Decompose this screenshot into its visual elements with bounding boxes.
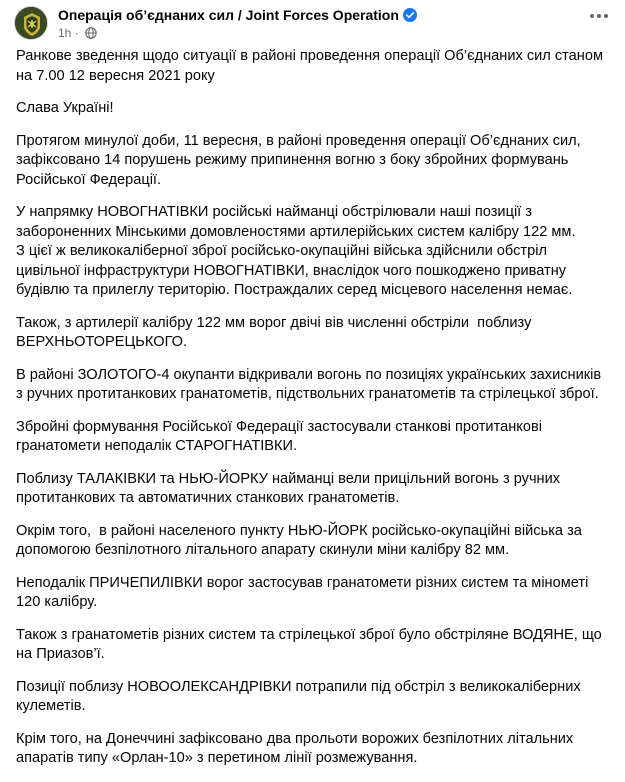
- post-paragraph: Ранкове зведення щодо ситуації в районі проведення операції Об’єднаних сил станом на 7.00 12 вересня 2021 року: [16, 48, 603, 84]
- joint-forces-emblem-icon: [15, 7, 48, 40]
- post-paragraph: Слава Україні!: [16, 100, 114, 116]
- post-timestamp[interactable]: 1h: [58, 26, 72, 40]
- post-paragraph: В районі ЗОЛОТОГО-4 окупанти відкривали вогонь по позиціях українських захисників з ручних протитанкових гранатометів, підствольних гранатометів та стрілецької зброї.: [16, 366, 602, 402]
- page-name-link[interactable]: [58, 7, 417, 23]
- post-paragraph: Позиції поблизу НОВООЛЕКСАНДРІВКИ потрапили під обстріл з великокаліберних кулеметів.: [16, 678, 581, 714]
- meta-separator: ·: [74, 26, 79, 40]
- post-paragraph: Протягом минулої доби, 11 вересня, в районі проведення операції Об’єднаних сил, зафіксовано 14 порушень режиму припинення вогню з боку збройних формувань Російської Федерації.: [16, 132, 581, 188]
- more-options-button[interactable]: [587, 8, 611, 28]
- post-header: [14, 4, 611, 40]
- post-paragraph: Крім того, на Донеччині зафіксовано два прольоти ворожих безпілотних літальних апаратів типу «Орлан-10» з перетином лінії розмежування.: [16, 730, 574, 766]
- post-meta: [58, 26, 97, 40]
- verified-badge-icon: [403, 8, 417, 22]
- post-paragraph: Окрім того, в районі населеного пункту НЬЮ-ЙОРК російсько-окупаційні війська за допомогою безпілотного літального апарату скинули міни калібру 82 мм.: [16, 522, 586, 558]
- post-paragraph: Поблизу ТАЛАКІВКИ та НЬЮ-ЙОРКУ найманці вели прицільний вогонь з ручних протитанкових та автоматичних станкових гранатометів.: [16, 470, 561, 506]
- globe-icon[interactable]: [85, 27, 97, 39]
- page-avatar[interactable]: [14, 6, 48, 40]
- post-paragraph: Збройні формування Російської Федерації застосували станкові протитанкові гранатомети неподалік СТАРОГНАТІВКИ.: [16, 418, 542, 454]
- page-name-text[interactable]: Операція об’єднаних сил / Joint Forces Operation: [58, 7, 399, 23]
- post-paragraph: Також з гранатометів різних систем та стрілецької зброї було обстріляне ВОДЯНЕ, що на Приазов’ї.: [16, 626, 602, 662]
- post-body: [16, 47, 609, 782]
- post-paragraph: Неподалік ПРИЧЕПИЛІВКИ ворог застосував гранатомети різних систем та мінометі 120 калібру.: [16, 574, 589, 610]
- ellipsis-icon: [589, 13, 609, 19]
- post-paragraph: Також, з артилерії калібру 122 мм ворог двічі вів численні обстріли поблизу ВЕРХНЬОТОРЕЦЬКОГО.: [16, 314, 536, 350]
- post-paragraph: У напрямку НОВОГНАТІВКИ російські найманці обстрілювали наші позиції з забороненних Мінськими домовленостями артилерійських систем калібру 122 мм. З цієї ж великокаліберної зброї російсько-окупаційні війська здійснили обстріл цивільної інфраструктури НОВОГНАТІВКИ, внаслідок чого пошкоджено приватну будівлю та прилеглу територію. Постраждалих серед місцевого населення немає.: [16, 204, 576, 298]
